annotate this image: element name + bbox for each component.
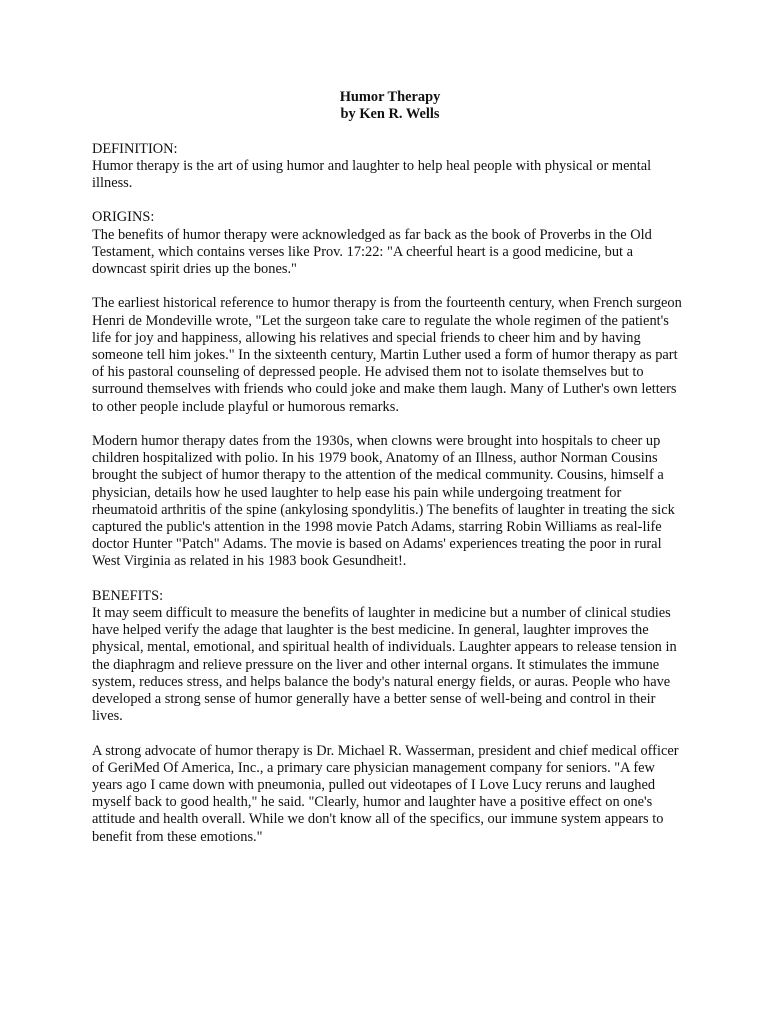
benefits-section bbox=[92, 588, 688, 726]
origins-text: The benefits of humor therapy were acknowledged as far back as the book of Proverbs in the Old Testament, which contains verses like Prov. 17:22: "A cheerful heart is a good medicine, but a downcast spirit dries up the bones." bbox=[92, 226, 652, 277]
paragraph-modern-humor-therapy: Modern humor therapy dates from the 1930s, when clowns were brought into hospitals to cheer up children hospitalized with polio. In his 1979 book, Anatomy of an Illness, author Norman Cousins brought the subject of humor therapy to the attention of the medical community. Cousins, himself a physician, details how he used laughter to help ease his pain while undergoing treatment for rheumatoid arthritis of the spine (ankylosing spondylitis.) The benefits of laughter in treating the sick captured the public's attention in the 1998 movie Patch Adams, starring Robin Williams as real-life doctor Hunter "Patch" Adams. The movie is based on Adams' experiences treating the poor in rural West Virginia as related in his 1983 book Gesundheit!. bbox=[92, 433, 675, 570]
paragraph-wasserman: A strong advocate of humor therapy is Dr. Michael R. Wasserman, president and chief medical officer of GeriMed Of America, Inc., a primary care physician management company for seniors. "A few years ago I came down with pneumonia, pulled out videotapes of I Love Lucy reruns and laughed myself back to good health," he said. "Clearly, humor and laughter have a positive effect on one's attitude and health overall. While we don't know all of the specifics, our immune system appears to benefit from these emotions." bbox=[92, 742, 679, 845]
benefits-text: It may seem difficult to measure the benefits of laughter in medicine but a number of clinical studies have helped verify the adage that laughter is the best medicine. In general, laughter improves the physical, mental, emotional, and spiritual health of individuals. Laughter appears to release tension in the diaphragm and relieve pressure on the liver and other internal organs. It stimulates the immune system, reduces stress, and helps balance the body's natural energy fields, or auras. People who have developed a strong sense of humor generally have a better sense of well-being and control in their lives. bbox=[92, 605, 677, 725]
origins-heading: ORIGINS: bbox=[92, 209, 155, 226]
paragraph-mondeville: The earliest historical reference to humor therapy is from the fourteenth century, when French surgeon Henri de Mondeville wrote, "Let the surgeon take care to regulate the whole regimen of the patient's life for joy and happiness, allowing his relatives and special friends to cheer him and by having someone tell him jokes." In the sixteenth century, Martin Luther used a form of humor therapy as part of his pastoral counseling of depressed people. He advised them not to isolate themselves but to surround themselves with friends who could joke and make them laugh. Many of Luther's own letters to other people include playful or humorous remarks. bbox=[92, 295, 682, 415]
definition-text: Humor therapy is the art of using humor and laughter to help heal people with physical or mental illness. bbox=[92, 157, 652, 191]
origins-section bbox=[92, 209, 688, 278]
benefits-heading: BENEFITS: bbox=[92, 587, 164, 604]
document-title: Humor Therapy bbox=[339, 89, 441, 105]
document-body bbox=[92, 89, 688, 863]
definition-section bbox=[92, 141, 688, 193]
title-block bbox=[92, 89, 688, 123]
definition-heading: DEFINITION: bbox=[92, 140, 178, 157]
document-author: by Ken R. Wells bbox=[340, 106, 440, 123]
